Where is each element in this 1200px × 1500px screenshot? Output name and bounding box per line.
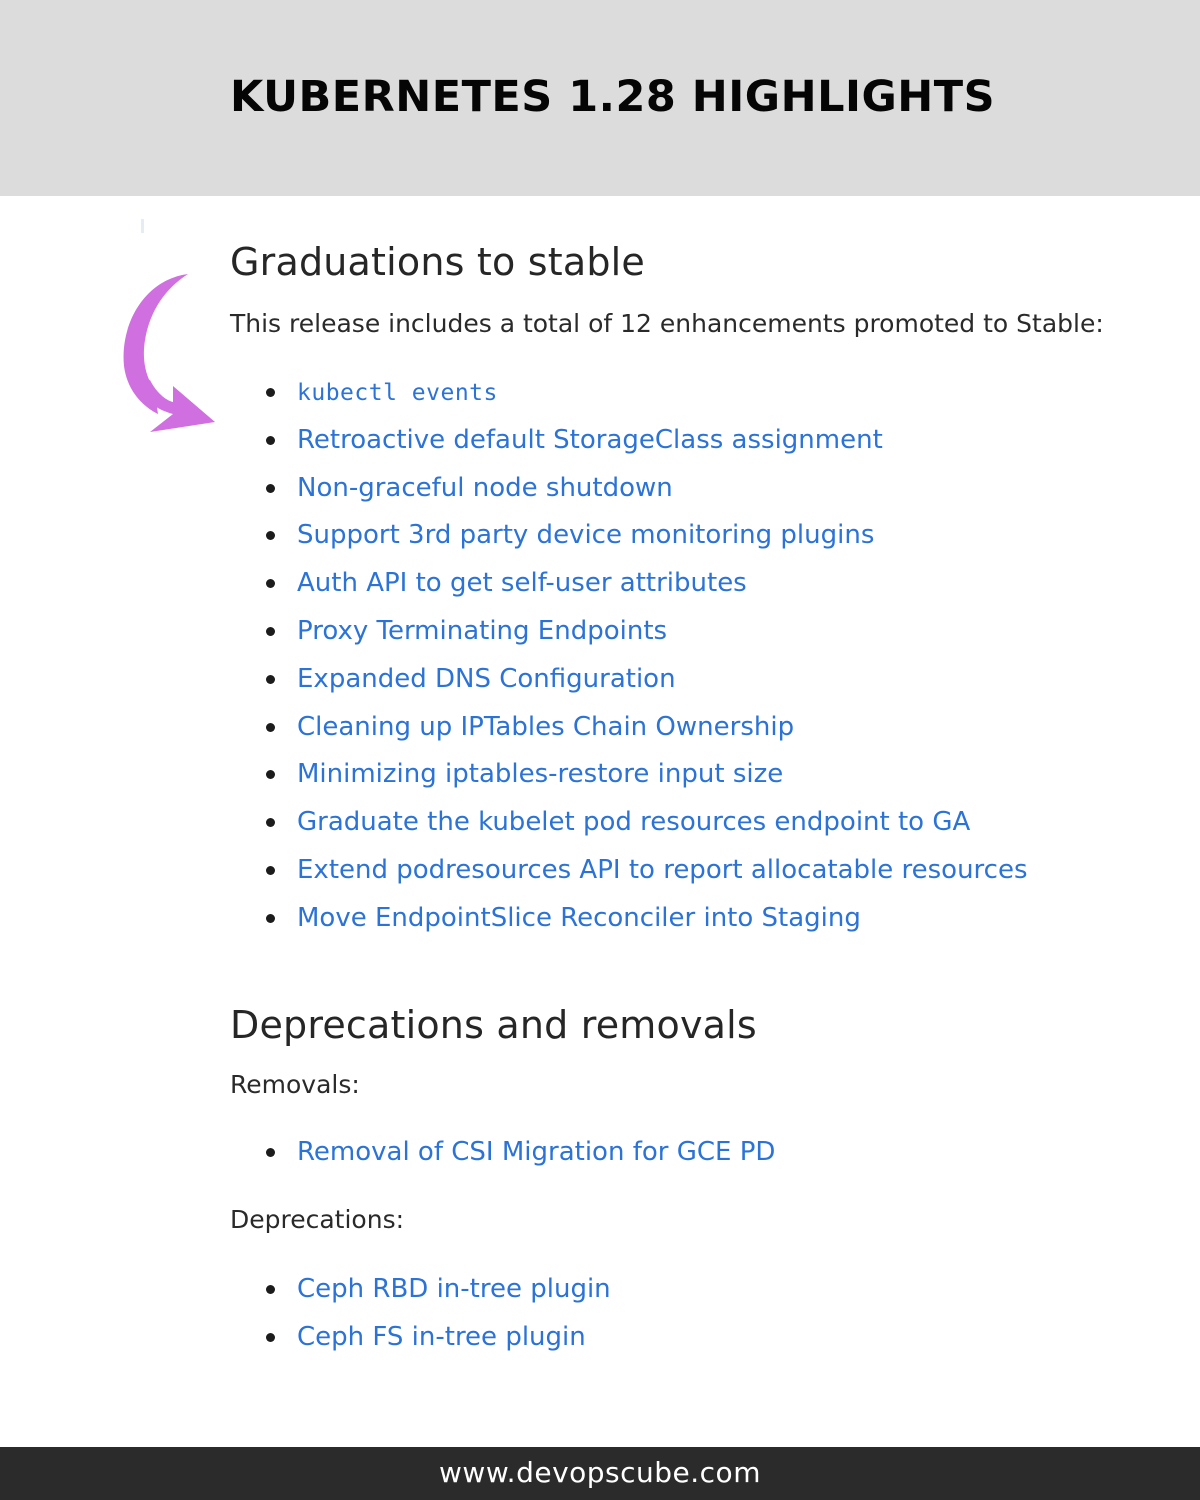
enhancement-link[interactable]: Ceph FS in-tree plugin [297, 1322, 586, 1353]
list-item [230, 560, 1130, 608]
curved-arrow-icon [118, 268, 222, 438]
list-item [230, 512, 1130, 560]
list-item [230, 417, 1130, 465]
list-item [230, 369, 1130, 417]
enhancement-link[interactable]: Minimizing iptables-restore input size [297, 759, 784, 790]
deprecations-label: Deprecations: [230, 1205, 405, 1235]
bullet-icon [266, 1148, 275, 1157]
banner-title: KUBERNETES 1.28 HIGHLIGHTS [230, 72, 996, 122]
bullet-icon [266, 770, 275, 779]
enhancement-link[interactable]: Move EndpointSlice Reconciler into Staging [297, 902, 861, 933]
list-item [230, 1314, 1130, 1362]
list-item [230, 1266, 1130, 1314]
enhancement-link[interactable]: Support 3rd party device monitoring plugins [297, 520, 875, 551]
graduations-heading: Graduations to stable [230, 240, 645, 284]
bullet-icon [266, 818, 275, 827]
removals-list [230, 1129, 1130, 1177]
bullet-icon [266, 579, 275, 588]
removals-label: Removals: [230, 1069, 360, 1099]
top-banner [0, 0, 1200, 196]
bullet-icon [266, 914, 275, 923]
enhancement-link[interactable]: Graduate the kubelet pod resources endpoint to GA [297, 807, 971, 838]
release-notes-content [230, 232, 1130, 1362]
bullet-icon [266, 484, 275, 493]
enhancement-link[interactable]: Proxy Terminating Endpoints [297, 615, 668, 646]
list-item [230, 704, 1130, 752]
enhancement-link[interactable]: Auth API to get self-user attributes [297, 568, 747, 599]
list-item [230, 847, 1130, 895]
footer-bar [0, 1447, 1200, 1500]
enhancement-link[interactable]: Extend podresources API to report allocatable resources [297, 854, 1028, 885]
bullet-icon [266, 531, 275, 540]
footer-url[interactable]: www.devopscube.com [439, 1456, 761, 1489]
enhancement-link[interactable]: Cleaning up IPTables Chain Ownership [297, 711, 795, 742]
list-item [230, 751, 1130, 799]
list-item [230, 895, 1130, 943]
bullet-icon [266, 627, 275, 636]
deprecations-list [230, 1266, 1130, 1362]
bullet-icon [266, 1285, 275, 1294]
bullet-icon [266, 723, 275, 732]
enhancement-link[interactable]: Expanded DNS Configuration [297, 663, 676, 694]
bullet-icon [266, 1333, 275, 1342]
list-item [230, 608, 1130, 656]
enhancement-link[interactable]: Removal of CSI Migration for GCE PD [297, 1136, 776, 1167]
enhancement-link[interactable]: Ceph RBD in-tree plugin [297, 1274, 611, 1305]
list-item [230, 656, 1130, 704]
enhancement-link[interactable]: kubectl events [297, 380, 498, 406]
list-item [230, 1129, 1130, 1177]
bullet-icon [266, 436, 275, 445]
bullet-icon [266, 388, 275, 397]
list-item [230, 465, 1130, 513]
bullet-icon [266, 675, 275, 684]
deprecations-heading: Deprecations and removals [230, 1002, 757, 1047]
enhancement-link[interactable]: Retroactive default StorageClass assignment [297, 424, 883, 455]
graduations-list [230, 369, 1130, 943]
bullet-icon [266, 866, 275, 875]
graduations-intro: This release includes a total of 12 enhancements promoted to Stable: [230, 309, 1104, 338]
list-item [230, 799, 1130, 847]
decorative-mark [141, 219, 144, 233]
enhancement-link[interactable]: Non-graceful node shutdown [297, 472, 673, 503]
